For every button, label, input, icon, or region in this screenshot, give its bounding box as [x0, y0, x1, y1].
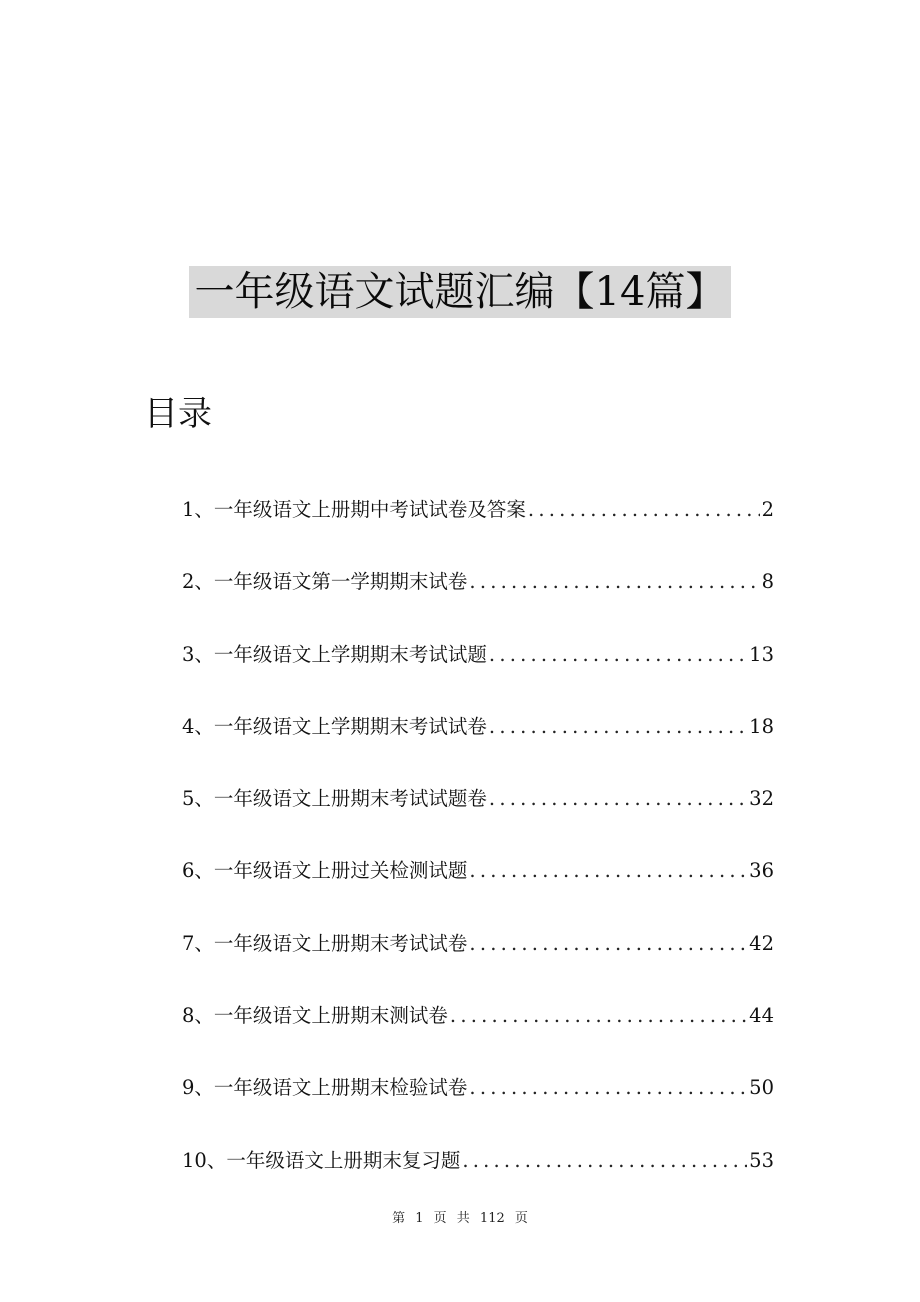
toc-entry[interactable] — [182, 711, 774, 783]
toc-entry-page: 42 — [749, 931, 774, 955]
toc-entry-title: 8、一年级语文上册期末测试卷 — [182, 1004, 448, 1028]
toc-entry[interactable] — [182, 1000, 774, 1072]
toc-entry[interactable] — [182, 855, 774, 927]
toc-entry-title: 7、一年级语文上册期末考试试卷 — [182, 931, 468, 955]
toc-dot-leader — [469, 928, 747, 960]
toc-entry-title: 1、一年级语文上册期中考试试卷及答案 — [182, 498, 526, 521]
toc-entry-page: 2 — [761, 498, 774, 521]
toc-entry-title: 9、一年级语文上册期末检验试卷 — [182, 1076, 468, 1100]
toc-entry-title: 2、一年级语文第一学期期末试卷 — [182, 570, 468, 594]
toc-entry[interactable] — [182, 783, 774, 855]
toc-entry-page: 53 — [749, 1148, 774, 1172]
toc-entry-page: 32 — [749, 787, 774, 811]
table-of-contents — [182, 494, 774, 1217]
title-block — [0, 266, 920, 318]
toc-entry-title: 4、一年级语文上学期期末考试试卷 — [182, 714, 487, 738]
toc-entry-page: 8 — [761, 570, 774, 594]
toc-dot-leader — [462, 1145, 747, 1177]
toc-dot-leader — [469, 566, 759, 598]
toc-entry-title: 5、一年级语文上册期末考试试题卷 — [182, 787, 487, 811]
toc-entry[interactable] — [182, 566, 774, 638]
toc-heading: 目录 — [144, 394, 212, 434]
toc-dot-leader — [489, 711, 747, 743]
toc-entry-title: 10、一年级语文上册期末复习题 — [182, 1148, 461, 1172]
document-title: 一年级语文试题汇编【14篇】 — [189, 266, 732, 318]
toc-entry[interactable] — [182, 1072, 774, 1144]
toc-dot-leader — [489, 783, 747, 815]
toc-entry[interactable] — [182, 494, 774, 566]
page-footer: 第 1 页 共 112 页 — [392, 1211, 528, 1226]
toc-entry[interactable] — [182, 639, 774, 711]
toc-entry-title: 6、一年级语文上册过关检测试题 — [182, 859, 468, 883]
toc-entry[interactable] — [182, 928, 774, 1000]
toc-entry-page: 13 — [749, 642, 774, 666]
toc-entry-page: 18 — [749, 714, 774, 738]
toc-dot-leader — [469, 1072, 747, 1104]
toc-dot-leader — [528, 494, 760, 526]
toc-dot-leader — [489, 639, 747, 671]
toc-dot-leader — [450, 1000, 747, 1032]
toc-entry-title: 3、一年级语文上学期期末考试试题 — [182, 642, 487, 666]
toc-entry-page: 50 — [749, 1076, 774, 1100]
toc-entry-page: 36 — [749, 859, 774, 883]
toc-entry-page: 44 — [749, 1004, 774, 1028]
toc-dot-leader — [469, 855, 747, 887]
